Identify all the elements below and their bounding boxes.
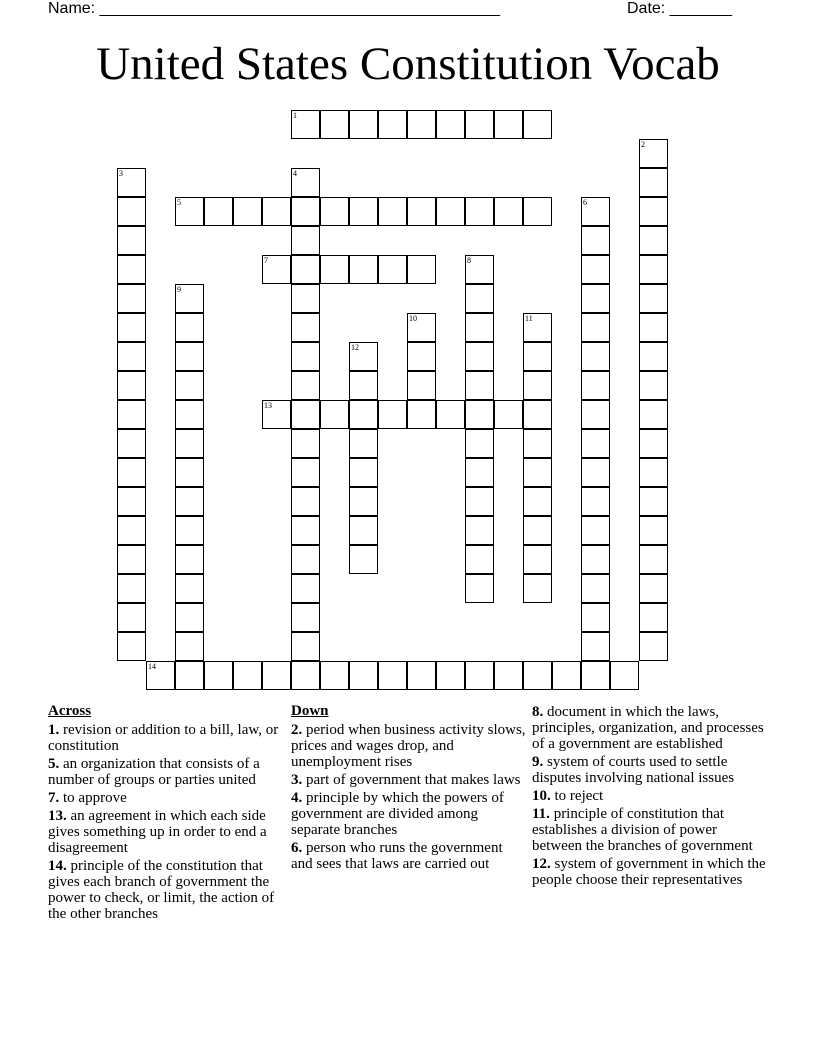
crossword-cell [465,342,494,371]
crossword-cell [639,168,668,197]
crossword-cell [610,661,639,690]
crossword-cell [581,197,610,226]
across-heading: Across [48,703,92,719]
crossword-cell [146,661,175,690]
crossword-cell [349,371,378,400]
crossword-cell [117,574,146,603]
crossword-cell [291,661,320,690]
crossword-cell [581,429,610,458]
clue-item-number: 9. [532,754,544,770]
crossword-cell [291,168,320,197]
crossword-cell [349,255,378,284]
crossword-cell [291,284,320,313]
clue-item-text: period when business activity slows, prices and wages drop, and unemployment rises [291,722,526,770]
crossword-cell [407,661,436,690]
crossword-cell [436,400,465,429]
crossword-cell [291,400,320,429]
crossword-cell [581,400,610,429]
clue-item [291,722,527,770]
crossword-cell [639,197,668,226]
crossword-cell [262,400,291,429]
clue-item-number: 3. [291,772,303,788]
crossword-cell [117,342,146,371]
crossword-cell [523,342,552,371]
crossword-cell [262,197,291,226]
crossword-cell [117,226,146,255]
clue-item-text: an organization that consists of a number of groups or parties united [48,756,260,788]
crossword-cell [581,574,610,603]
crossword-cell [175,487,204,516]
crossword-cell [291,487,320,516]
clue-item [291,840,527,872]
crossword-cell [175,574,204,603]
clue-item-text: principle by which the powers of government are divided among separate branches [291,790,504,838]
clue-item-text: system of government in which the people choose their representatives [532,856,766,888]
crossword-cell [291,226,320,255]
crossword-cell [291,110,320,139]
crossword-cell [117,197,146,226]
clue-item-number: 12. [532,856,551,872]
crossword-cell [320,400,349,429]
crossword-cell [117,632,146,661]
clue-number: 10 [409,314,417,323]
crossword-cell [349,342,378,371]
crossword-cell [262,661,291,690]
clue-item-text: to approve [59,790,127,806]
crossword-cell [291,458,320,487]
crossword-cell [581,458,610,487]
clues-down-column-2 [532,704,768,890]
crossword-cell [407,255,436,284]
clue-number: 12 [351,343,359,352]
crossword-cell [117,487,146,516]
crossword-cell [581,284,610,313]
crossword-cell [639,487,668,516]
crossword-cell [291,429,320,458]
crossword-cell [465,400,494,429]
crossword-cell [407,313,436,342]
crossword-cell [175,429,204,458]
clue-item-text: document in which the laws, principles, organization, and processes of a government are established [532,704,764,752]
crossword-cell [117,458,146,487]
crossword-cell [117,168,146,197]
crossword-cell [523,429,552,458]
crossword-cell [291,342,320,371]
crossword-cell [639,255,668,284]
clue-item-number: 7. [48,790,60,806]
crossword-cell [436,661,465,690]
crossword-cell [291,255,320,284]
crossword-cell [291,545,320,574]
clue-number: 1 [293,111,297,120]
crossword-cell [465,313,494,342]
clue-item-text: principle of the constitution that gives each branch of government the power to check, or limit, the action of the other branches [48,858,275,922]
crossword-cell [639,603,668,632]
crossword-cell [378,197,407,226]
crossword-cell [117,429,146,458]
clue-item-number: 10. [532,788,551,804]
crossword-cell [175,197,204,226]
crossword-cell [175,458,204,487]
crossword-cell [639,139,668,168]
crossword-cell [465,284,494,313]
crossword-cell [639,284,668,313]
crossword-cell [523,371,552,400]
clue-item-number: 14. [48,858,67,874]
crossword-cell [291,603,320,632]
crossword-cell [175,284,204,313]
clue-item [532,754,768,786]
crossword-cell [494,661,523,690]
crossword-cell [175,313,204,342]
crossword-cell [523,661,552,690]
crossword-cell [407,110,436,139]
clue-item-text: part of government that makes laws [302,772,521,788]
across-clue-list [48,722,284,922]
clue-item-number: 6. [291,840,303,856]
clue-item [291,790,527,838]
crossword-cell [320,661,349,690]
crossword-cell [639,313,668,342]
crossword-cell [465,487,494,516]
crossword-cell [465,545,494,574]
crossword-cell [581,487,610,516]
down-clue-list-continued [532,704,768,888]
crossword-cell [523,313,552,342]
clue-item-text: revision or addition to a bill, law, or constitution [48,722,279,754]
crossword-cell [320,255,349,284]
crossword-cell [581,255,610,284]
crossword-cell [349,545,378,574]
crossword-cell [494,197,523,226]
crossword-cell [465,110,494,139]
clue-item-text: to reject [550,788,604,804]
crossword-cell [291,632,320,661]
crossword-cell [523,110,552,139]
crossword-cell [349,487,378,516]
clue-item-text: principle of constitution that establishes a division of power between the branches of government [532,806,753,854]
crossword-cell [349,429,378,458]
date-field-label: Date: _______ [627,0,732,17]
crossword-cell [349,400,378,429]
crossword-cell [407,197,436,226]
crossword-cell [349,197,378,226]
crossword-cell [378,661,407,690]
clue-item-number: 4. [291,790,303,806]
crossword-cell [639,516,668,545]
crossword-cell [639,226,668,255]
crossword-cell [175,545,204,574]
crossword-cell [117,284,146,313]
crossword-cell [291,197,320,226]
clues-down-column-1 [291,703,527,874]
clue-item-number: 13. [48,808,67,824]
crossword-cell [175,661,204,690]
clue-item-number: 11. [532,806,550,822]
clue-number: 9 [177,285,181,294]
crossword-cell [639,632,668,661]
clue-item-text: an agreement in which each side gives something up in order to end a disagreement [48,808,267,856]
crossword-cell [175,342,204,371]
crossword-cell [465,371,494,400]
crossword-cell [117,313,146,342]
crossword-cell [465,197,494,226]
crossword-cell [639,342,668,371]
crossword-cell [233,661,262,690]
clue-number: 8 [467,256,471,265]
clue-number: 4 [293,169,297,178]
crossword-cell [407,371,436,400]
clue-item [291,772,527,788]
clue-number: 6 [583,198,587,207]
crossword-cell [523,487,552,516]
crossword-cell [639,429,668,458]
crossword-cell [175,632,204,661]
crossword-cell [117,603,146,632]
crossword-cell [523,545,552,574]
crossword-cell [175,603,204,632]
clue-item-text: person who runs the government and sees that laws are carried out [291,840,503,872]
clue-number: 14 [148,662,156,671]
crossword-cell [465,458,494,487]
crossword-cell [117,255,146,284]
clue-number: 3 [119,169,123,178]
down-heading: Down [291,703,329,719]
crossword-cell [233,197,262,226]
crossword-cell [465,661,494,690]
crossword-cell [581,342,610,371]
crossword-cell [581,313,610,342]
clue-item-text: system of courts used to settle disputes involving national issues [532,754,735,786]
crossword-cell [639,400,668,429]
clue-item [532,856,768,888]
crossword-cell [436,110,465,139]
crossword-cell [349,458,378,487]
crossword-cell [639,371,668,400]
crossword-cell [117,400,146,429]
crossword-cell [581,371,610,400]
crossword-cell [523,516,552,545]
crossword-cell [494,110,523,139]
crossword-cell [378,255,407,284]
crossword-cell [349,110,378,139]
crossword-cell [262,255,291,284]
crossword-cell [523,197,552,226]
crossword-cell [523,400,552,429]
crossword-cell [320,110,349,139]
name-field-label: Name: _____________________________________________ [48,0,500,17]
crossword-cell [175,516,204,545]
crossword-cell [639,574,668,603]
crossword-cell [494,400,523,429]
clue-item [532,788,768,804]
crossword-cell [378,110,407,139]
clues-across-column [48,703,284,924]
clue-item-number: 1. [48,722,60,738]
clue-item-number: 5. [48,756,60,772]
crossword-cell [117,545,146,574]
crossword-cell [407,342,436,371]
crossword-cell [204,197,233,226]
crossword-cell [117,516,146,545]
crossword-cell [639,545,668,574]
crossword-cell [581,632,610,661]
clue-number: 7 [264,256,268,265]
crossword-cell [378,400,407,429]
crossword-cell [523,458,552,487]
crossword-cell [581,661,610,690]
crossword-cell [436,197,465,226]
clue-item [48,858,284,922]
crossword-cell [320,197,349,226]
clue-number: 11 [525,314,533,323]
crossword-cell [204,661,233,690]
page-title: United States Constitution Vocab [96,38,720,90]
crossword-cell [465,574,494,603]
crossword-cell [581,603,610,632]
crossword-cell [465,255,494,284]
crossword-cell [291,516,320,545]
crossword-cell [639,458,668,487]
clue-item [48,808,284,856]
crossword-cell [581,226,610,255]
clue-item-number: 8. [532,704,544,720]
crossword-cell [349,516,378,545]
crossword-cell [291,371,320,400]
down-clue-list [291,722,527,872]
clue-number: 13 [264,401,272,410]
crossword-cell [407,400,436,429]
clue-item [532,806,768,854]
clue-number: 2 [641,140,645,149]
clue-item-number: 2. [291,722,303,738]
crossword-cell [117,371,146,400]
crossword-cell [465,516,494,545]
crossword-cell [523,574,552,603]
crossword-cell [552,661,581,690]
crossword-cell [175,400,204,429]
clue-item [532,704,768,752]
crossword-cell [581,545,610,574]
clue-item [48,790,284,806]
crossword-cell [175,371,204,400]
clue-item [48,756,284,788]
crossword-cell [581,516,610,545]
clue-number: 5 [177,198,181,207]
crossword-cell [349,661,378,690]
clue-item [48,722,284,754]
crossword-cell [291,313,320,342]
crossword-cell [291,574,320,603]
crossword-cell [465,429,494,458]
